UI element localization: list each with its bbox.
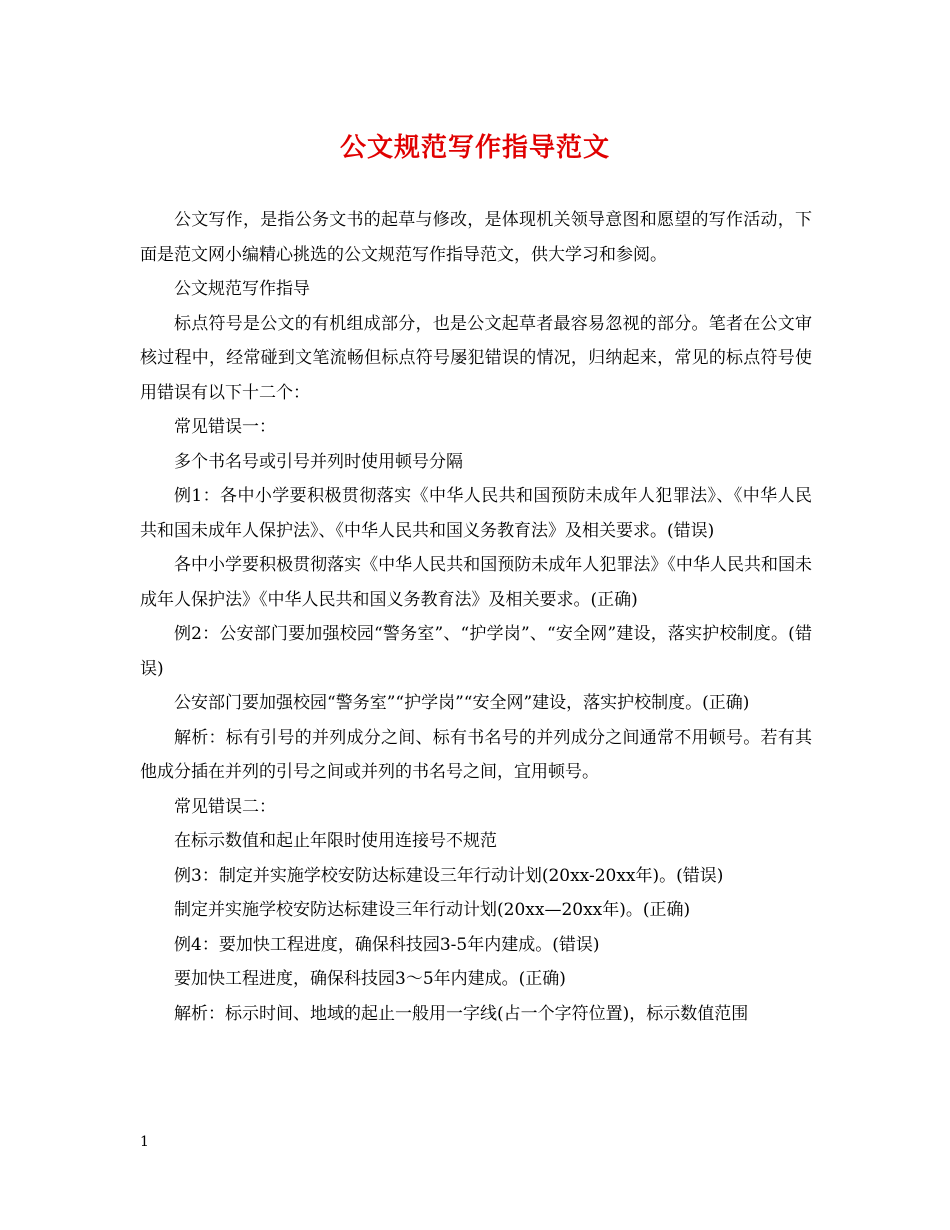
paragraph: 例2：公安部门要加强校园“警务室”、“护学岗”、“安全网”建设，落实护校制度。(错误) bbox=[140, 624, 812, 679]
paragraph: 公文规范写作指导 bbox=[174, 279, 310, 299]
paragraph: 制定并实施学校安防达标建设三年行动计划(20xx—20xx年)。(正确) bbox=[174, 900, 691, 920]
page-title: 公文规范写作指导范文 bbox=[339, 133, 610, 163]
paragraph: 例4：要加快工程进度，确保科技园3-5年内建成。(错误) bbox=[174, 934, 600, 955]
paragraph: 公文写作，是指公务文书的起草与修改，是体现机关领导意图和愿望的写作活动，下面是范文网小编精心挑选的公文规范写作指导范文，供大学习和参阅。 bbox=[140, 210, 812, 265]
document-body bbox=[140, 203, 812, 1031]
paragraph: 常见错误二： bbox=[174, 796, 276, 817]
paragraph: 在标示数值和起止年限时使用连接号不规范 bbox=[174, 831, 497, 851]
paragraph: 多个书名号或引号并列时使用顿号分隔 bbox=[174, 451, 463, 472]
paragraph: 例3：制定并实施学校安防达标建设三年行动计划(20xx-20xx年)。(错误) bbox=[174, 865, 724, 886]
paragraph: 常见错误一： bbox=[174, 417, 276, 437]
paragraph: 公安部门要加强校园“警务室”“护学岗”“安全网”建设，落实护校制度。(正确) bbox=[174, 693, 750, 713]
paragraph: 标点符号是公文的有机组成部分，也是公文起草者最容易忽视的部分。笔者在公文审核过程中，经常碰到文笔流畅但标点符号屡犯错误的情况，归纳起来，常见的标点符号使用错误有以下十二个： bbox=[140, 313, 812, 403]
paragraph: 各中小学要积极贯彻落实《中华人民共和国预防未成年人犯罪法》《中华人民共和国未成年人保护法》《中华人民共和国义务教育法》及相关要求。(正确) bbox=[140, 555, 812, 610]
paragraph: 解析：标有引号的并列成分之间、标有书名号的并列成分之间通常不用顿号。若有其他成分插在并列的引号之间或并列的书名号之间，宜用顿号。 bbox=[140, 727, 812, 782]
paragraph: 要加快工程进度，确保科技园3～5年内建成。(正确) bbox=[174, 969, 566, 989]
paragraph: 例1：各中小学要积极贯彻落实《中华人民共和国预防未成年人犯罪法》、《中华人民共和国未成年人保护法》、《中华人民共和国义务教育法》及相关要求。(错误) bbox=[140, 486, 812, 541]
paragraph: 解析：标示时间、地域的起止一般用一字线(占一个字符位置)，标示数值范围 bbox=[174, 1003, 749, 1024]
page-number: 1 bbox=[140, 1134, 149, 1150]
